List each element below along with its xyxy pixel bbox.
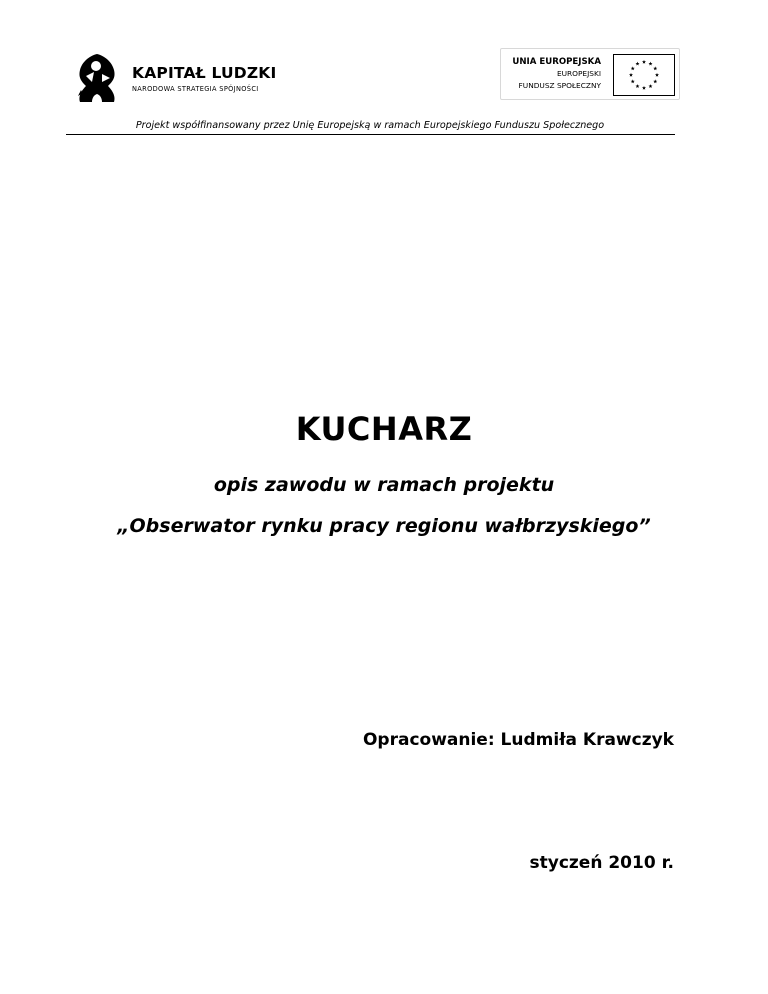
eu-logo-line3: FUNDUSZ SPOŁECZNY: [518, 81, 601, 90]
author-credit: Opracowanie: Ludmiła Krawczyk: [362, 730, 674, 750]
eu-flag-icon: [613, 54, 675, 96]
cofinancing-note: Projekt współfinansowany przez Unię Europejską w ramach Europejskiego Funduszu Społecznego: [135, 120, 605, 131]
eu-logo-text: [512, 56, 601, 92]
eu-social-fund-logo: [500, 48, 680, 100]
kapital-ludzki-title: KAPITAŁ LUDZKI: [132, 64, 277, 82]
document-date: styczeń 2010 r.: [529, 853, 674, 873]
document-title: KUCHARZ: [295, 410, 473, 448]
project-name: „Obserwator rynku pracy regionu wałbrzyskiego”: [117, 515, 651, 537]
document-subtitle: opis zawodu w ramach projektu: [213, 474, 555, 496]
eu-logo-line2: EUROPEJSKI: [556, 69, 601, 78]
kapital-ludzki-subtitle: NARODOWA STRATEGIA SPÓJNOŚCI: [132, 85, 259, 93]
header-divider: [66, 134, 675, 135]
eu-logo-line1: UNIA EUROPEJSKA: [512, 57, 601, 67]
kapital-ludzki-emblem-icon: [72, 52, 122, 104]
kapital-ludzki-logo: [72, 52, 277, 112]
